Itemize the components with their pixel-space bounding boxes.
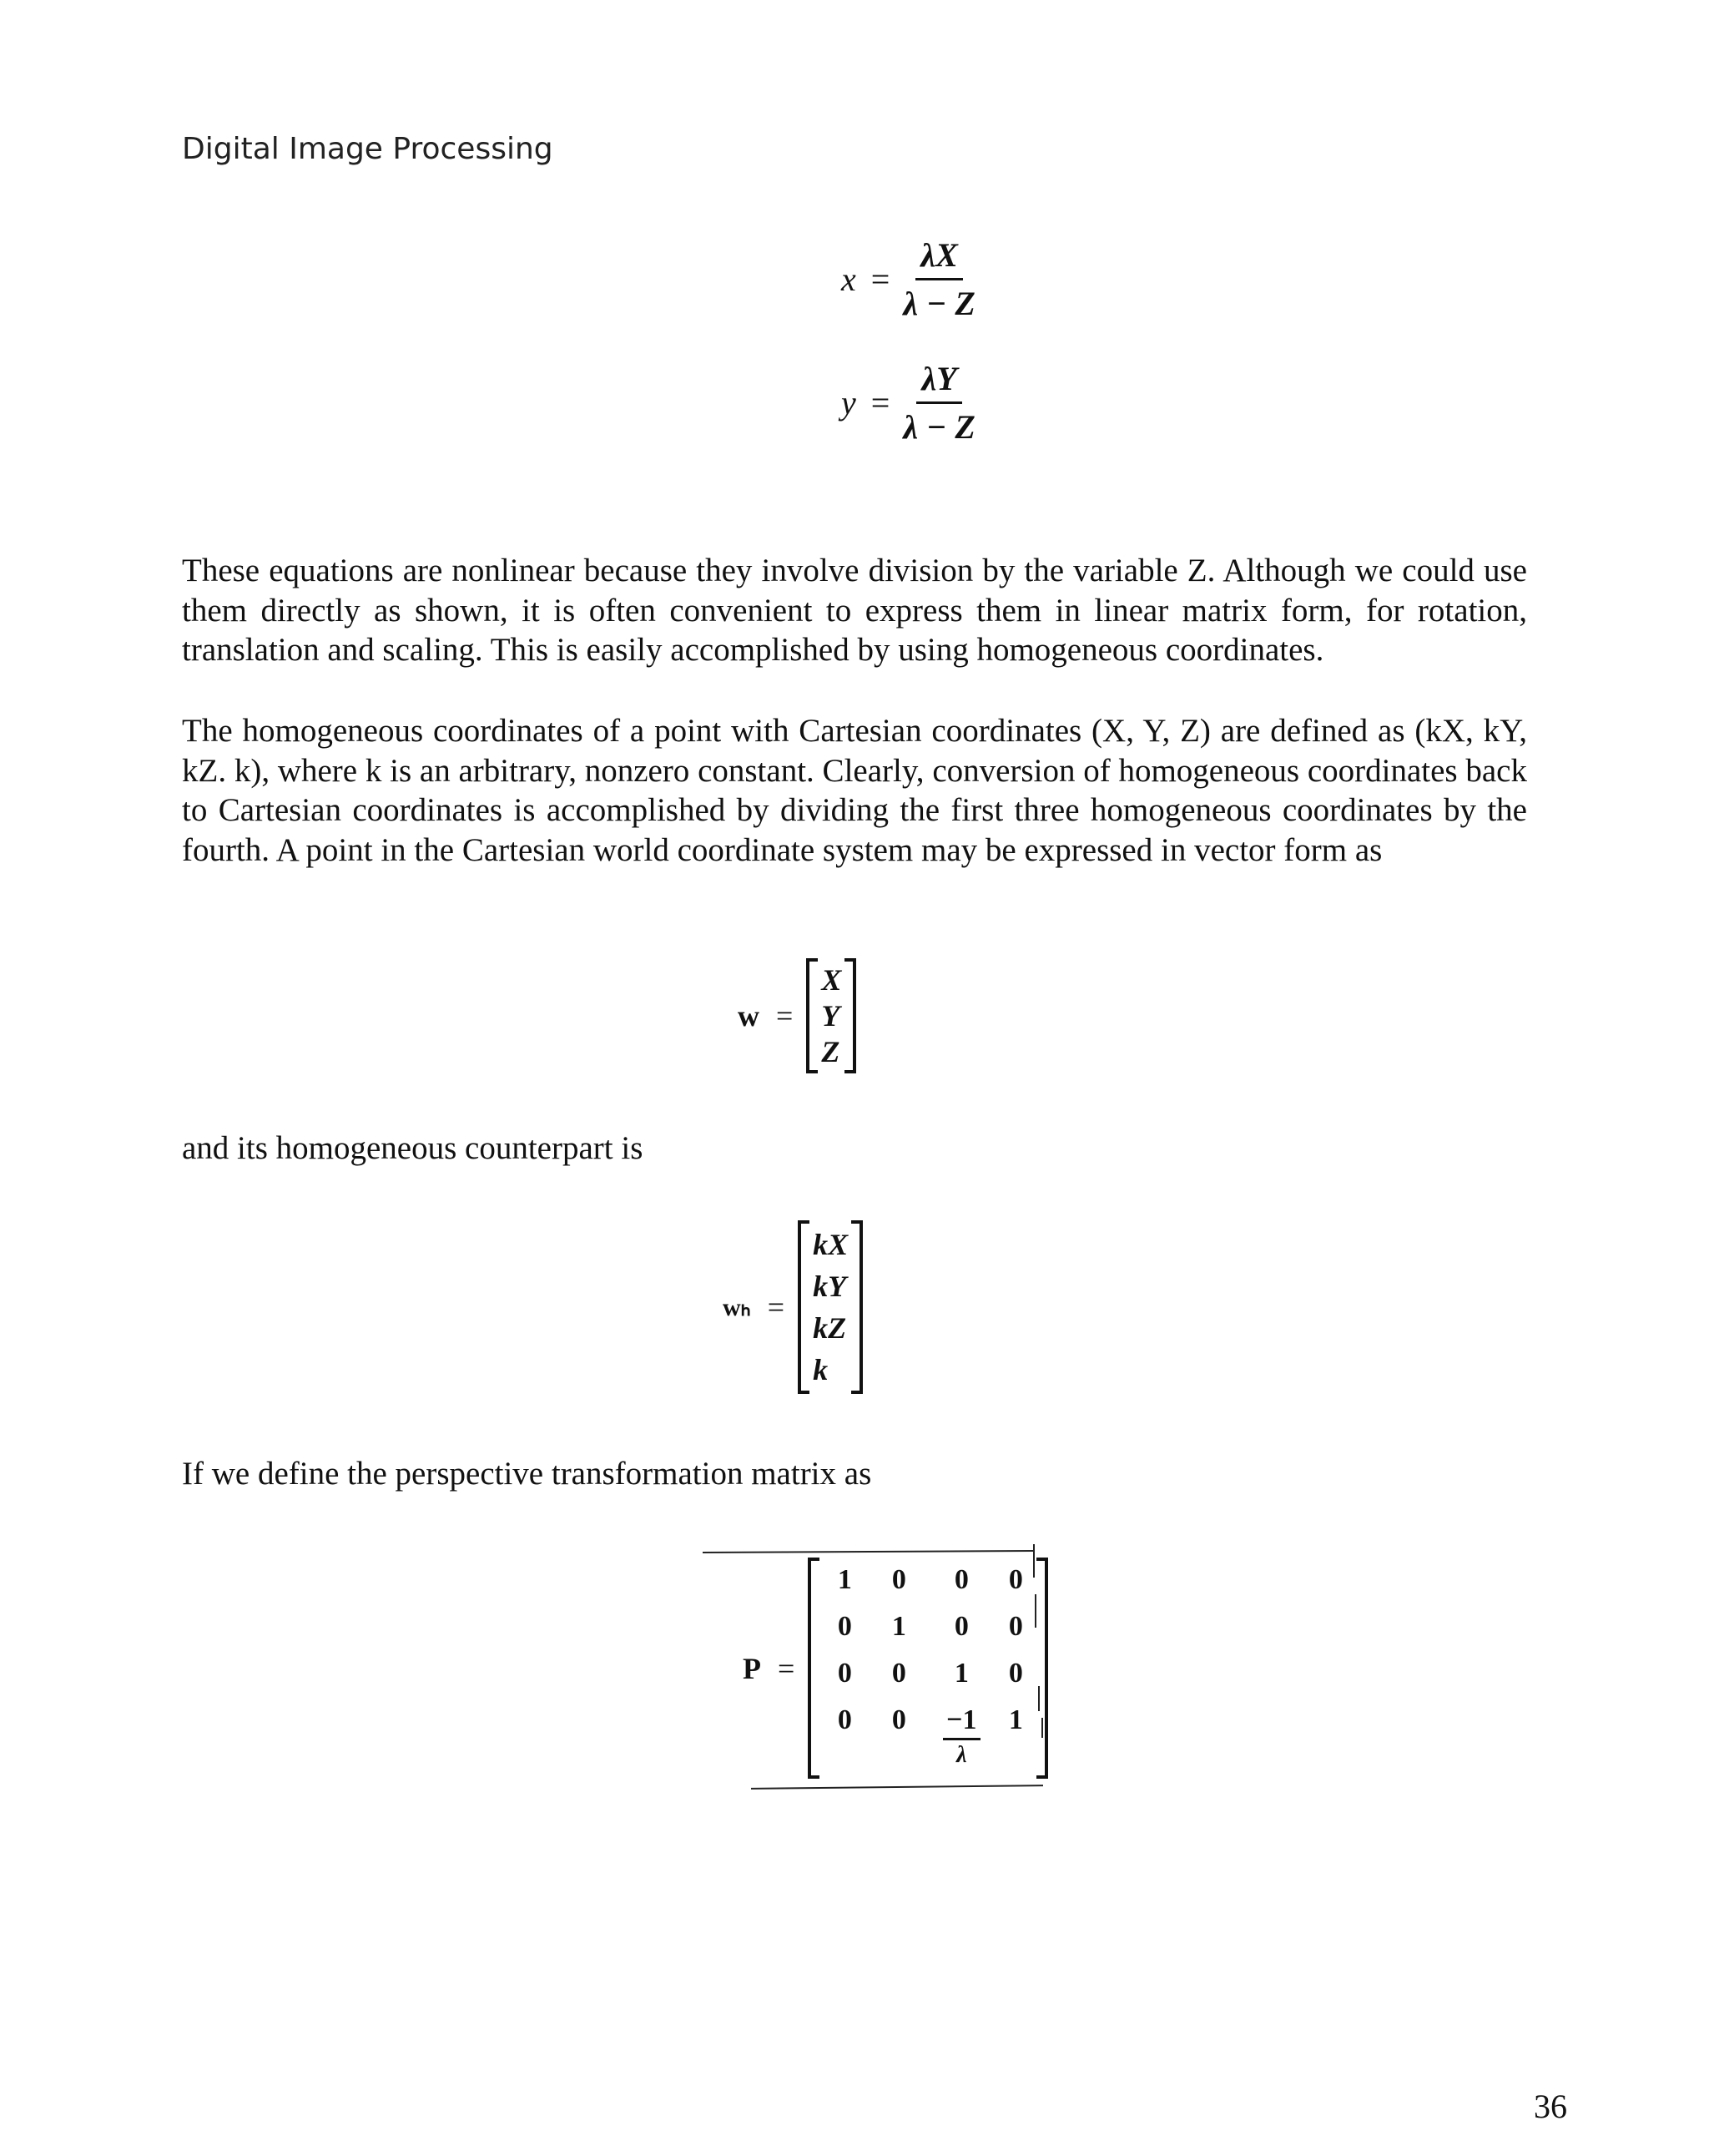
paragraph-homogeneous-coordinates: The homogeneous coordinates of a point with Cartesian coordinates (X, Y, Z) are defined as (kX, kY, kZ. k), where k is an arbitrary, nonzero constant. Clearly, conversion of homogeneous coordinates back to Cartesian coordinates is accomplished by dividing the first three homogeneous coordinates by the fourth. A point in the Cartesian world coordinate system may be expressed in vector form as	[182, 713, 1527, 868]
matrix-p-cell: 1	[891, 1611, 906, 1642]
matrix-p-cell: 0	[837, 1611, 852, 1642]
fraction	[903, 235, 975, 323]
fraction	[943, 1706, 980, 1767]
matrix-p-cell: 0	[891, 1658, 906, 1689]
matrix-p	[743, 1558, 1048, 1779]
matrix-p-cell: 0	[954, 1564, 969, 1595]
vector-wh-entry: k	[813, 1353, 829, 1386]
vector-wh	[723, 1220, 863, 1394]
matrix-p-cell: 0	[837, 1658, 852, 1689]
vector-wh-entry: kX	[813, 1228, 849, 1261]
paragraph-perspective-matrix: If we define the perspective transformation matrix as	[182, 1456, 872, 1492]
equals-sign: =	[870, 260, 890, 298]
matrix-p-cell: 1	[1008, 1704, 1023, 1735]
vector-wh-label: wₕ	[723, 1293, 751, 1321]
vector-wh-entry: kY	[813, 1270, 847, 1303]
page-header: Digital Image Processing	[182, 132, 553, 166]
scan-border-bottom	[751, 1785, 1043, 1790]
fraction-numerator: −1	[943, 1706, 980, 1740]
scan-border-top	[703, 1550, 1033, 1553]
equation-y	[841, 359, 975, 447]
fraction-denominator: λ − Z	[903, 285, 975, 322]
matrix-p-cell: 0	[891, 1564, 906, 1595]
matrix-p-cell: 1	[954, 1658, 969, 1689]
vector-w-entry: Y	[821, 998, 840, 1033]
vector-wh-entry: kZ	[813, 1311, 847, 1345]
vector-w-entry: Z	[821, 1035, 840, 1069]
equation-x	[841, 235, 975, 323]
matrix-p-cell-fraction	[928, 1704, 995, 1767]
matrix-p-label: P	[743, 1651, 761, 1685]
vector-w-label: w	[738, 999, 759, 1033]
matrix-p-cell: 0	[1008, 1564, 1023, 1595]
matrix-p-bracket	[808, 1558, 1048, 1779]
paragraph-homogeneous-counterpart: and its homogeneous counterpart is	[182, 1130, 643, 1166]
equals-sign: =	[870, 384, 890, 422]
equals-sign: =	[778, 1651, 795, 1685]
matrix-p-grid	[819, 1564, 1036, 1767]
fraction-numerator: λX	[915, 235, 962, 280]
fraction	[903, 359, 975, 447]
equals-sign: =	[767, 1290, 785, 1324]
fraction-denominator: λ	[956, 1742, 967, 1768]
matrix-p-cell: 0	[954, 1611, 969, 1642]
matrix-p-cell: 0	[891, 1704, 906, 1735]
paragraph-nonlinear-equations: These equations are nonlinear because they involve division by the variable Z. Although we could use them directly as shown, it is often convenient to express them in linear matrix form, for rotation, translation and scaling. This is easily accomplished by using homogeneous coordinates.	[182, 553, 1527, 668]
equals-sign: =	[776, 999, 794, 1033]
equation-x-lhs: x	[841, 260, 856, 298]
matrix-p-cell: 0	[1008, 1611, 1023, 1642]
vector-w	[738, 958, 856, 1073]
vector-wh-bracket	[798, 1220, 863, 1394]
matrix-p-cell: 0	[1008, 1658, 1023, 1689]
matrix-p-cell: 0	[837, 1704, 852, 1735]
vector-w-entry: X	[821, 962, 842, 997]
page-number: 36	[1534, 2088, 1567, 2125]
fraction-denominator: λ − Z	[903, 408, 975, 446]
fraction-numerator: λY	[916, 359, 961, 404]
matrix-p-cell: 1	[837, 1564, 852, 1595]
vector-w-bracket	[806, 958, 856, 1073]
equation-y-lhs: y	[841, 384, 856, 422]
